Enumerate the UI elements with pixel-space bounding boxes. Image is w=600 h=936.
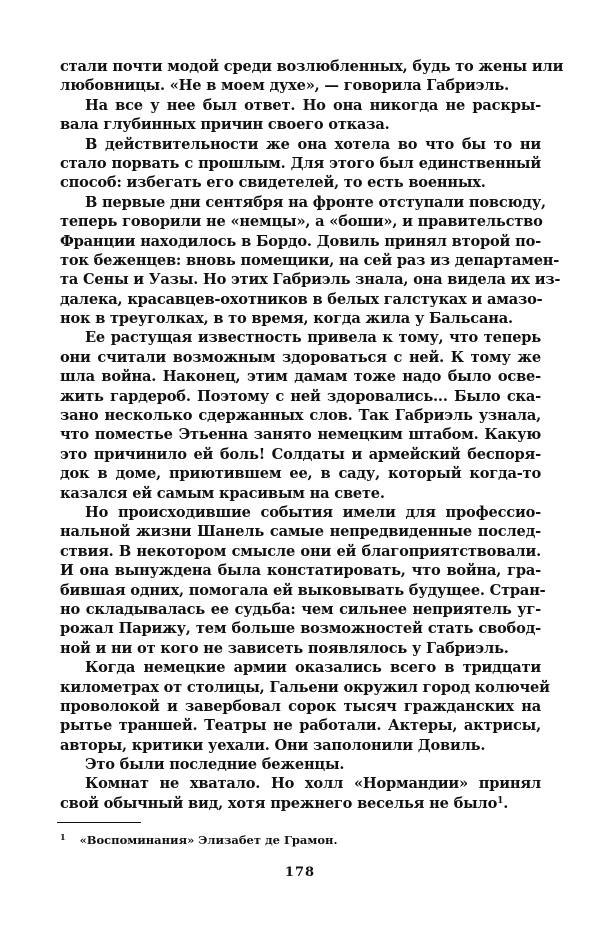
text-line — [60, 755, 541, 774]
text-line-content: далека, красавцев-охотников в белых галстуках и амазо- — [60, 290, 543, 308]
text-line — [60, 96, 541, 115]
text-line-content: вала глубинных причин своего отказа. — [60, 116, 390, 134]
text-line-content: Комнат не хватало. Но холл «Нормандии» принял — [85, 775, 541, 793]
text-line-content: Ее растущая известность привела к тому, что теперь — [85, 329, 541, 347]
text-line-content: любовницы. «Не в моем духе», — говорила Габриэль. — [60, 77, 509, 95]
text-line — [60, 522, 541, 541]
text-line — [60, 154, 541, 173]
text-line-content: ной и ни от кого не зависеть появлялось у Габриэль. — [60, 639, 509, 657]
page-number: 178 — [284, 865, 316, 880]
text-line-content: Это были последние беженцы. — [85, 756, 345, 774]
book-page-text — [60, 57, 564, 813]
text-line — [60, 503, 541, 522]
text-line-content: В действительности же она хотела во что бы то ни — [85, 135, 541, 153]
text-line-content: В первые дни сентября на фронте отступали повсюду, — [85, 193, 546, 211]
footnote — [60, 832, 337, 848]
text-line-content: Когда немецкие армии оказались всего в тридцати — [85, 659, 541, 677]
text-line — [60, 619, 541, 638]
text-line — [60, 639, 541, 658]
text-line — [60, 445, 541, 464]
text-line-content: это причинило ей боль! Солдаты и армейский беспоря- — [60, 445, 541, 463]
text-line-content: свой обычный вид, хотя прежнего веселья не было — [60, 794, 498, 812]
text-line-content: они считали возможным здороваться с ней. К тому же — [60, 348, 541, 366]
text-line-content: ток беженцев: вновь помещики, на сей раз из департамен- — [60, 251, 560, 269]
text-line-content: способ: избегать его свидетелей, то есть военных. — [60, 174, 486, 192]
text-line: свой обычный вид, хотя прежнего веселья не было$^1$. — [60, 794, 509, 812]
text-line — [60, 561, 541, 580]
text-line-content: док в доме, приютившем ее, в саду, который когда-то — [60, 465, 541, 483]
text-line — [60, 542, 541, 561]
footnote-reference: 1 — [497, 795, 504, 806]
footnote-marker: 1 — [60, 832, 66, 842]
text-line-content: что поместье Этьенна занято немецким штабом. Какую — [60, 426, 541, 444]
text-line-content: стало порвать с прошлым. Для этого был единственный — [60, 154, 541, 172]
text-line — [60, 736, 541, 755]
text-line — [60, 367, 541, 386]
text-line-content: казался ей самым красивым на свете. — [60, 484, 385, 502]
footnote-divider — [57, 822, 141, 823]
text-line-content: теперь говорили не «немцы», а «боши», и правительство — [60, 213, 543, 231]
text-line-content: бившая одних, помогала ей выковывать будущее. Стран- — [60, 581, 546, 599]
text-line-content: На все у нее был ответ. Но она никогда не раскры- — [85, 96, 541, 114]
text-line — [60, 406, 541, 425]
text-line-content: нок в треуголках, в то время, когда жила у Бальсана. — [60, 310, 513, 328]
text-line-content: жить гардероб. Поэтому с ней здоровались... Было ска- — [60, 387, 541, 405]
text-line — [60, 658, 541, 677]
text-line — [60, 135, 541, 154]
text-line — [60, 251, 560, 270]
text-line-content: авторы, критики уехали. Они заполонили Довиль. — [60, 736, 486, 754]
text-line — [60, 716, 541, 735]
text-line — [60, 212, 541, 231]
text-line — [60, 57, 564, 76]
text-line — [60, 76, 541, 95]
text-line-content: нальной жизни Шанель самые непредвиденные послед- — [60, 523, 541, 541]
text-line-content: зано несколько сдержанных слов. Так Габриэль узнала, — [60, 407, 541, 425]
text-line — [60, 678, 550, 697]
text-line-content: та Сены и Уазы. Но этих Габриэль знала, она видела их из- — [60, 271, 561, 289]
text-line — [60, 309, 541, 328]
text-line-content: стали почти модой среди возлюбленных, будь то жены или — [60, 58, 564, 75]
text-line-content: ствия. В некотором смысле они ей благоприятствовали. — [60, 542, 541, 560]
text-line-content: шла война. Наконец, этим дамам тоже надо было осве- — [60, 368, 541, 386]
text-line — [60, 193, 546, 212]
text-line-content: И она вынуждена была констатировать, что война, гра- — [60, 562, 541, 580]
text-line-content: рожал Парижу, тем больше возможностей стать свобод- — [60, 620, 541, 638]
text-line-content: проволокой и завербовал сорок тысяч гражданских на — [60, 697, 541, 715]
text-line — [60, 464, 541, 483]
text-line — [60, 387, 541, 406]
text-line — [60, 774, 541, 793]
text-line — [60, 173, 541, 192]
text-line-content: Франции находилось в Бордо. Довиль принял второй по- — [60, 232, 541, 250]
text-line-content: Но происходившие события имели для профессио- — [85, 503, 541, 521]
text-line — [60, 600, 541, 619]
text-line — [60, 232, 541, 251]
text-line — [60, 425, 541, 444]
text-line — [60, 270, 561, 289]
text-line — [60, 484, 541, 503]
text-line — [60, 697, 541, 716]
text-line — [60, 581, 546, 600]
text-line — [60, 348, 541, 367]
text-line — [60, 290, 541, 309]
footnote-text: «Воспоминания» Элизабет де Грамон. — [79, 833, 338, 847]
text-line-content: рытье траншей. Театры не работали. Актеры, актрисы, — [60, 717, 541, 735]
text-line — [60, 328, 541, 347]
text-line-content: но складывалась ее судьба: чем сильнее неприятель уг- — [60, 600, 541, 618]
text-line — [60, 115, 541, 134]
text-line-content: километрах от столицы, Гальени окружил город колючей — [60, 678, 550, 696]
